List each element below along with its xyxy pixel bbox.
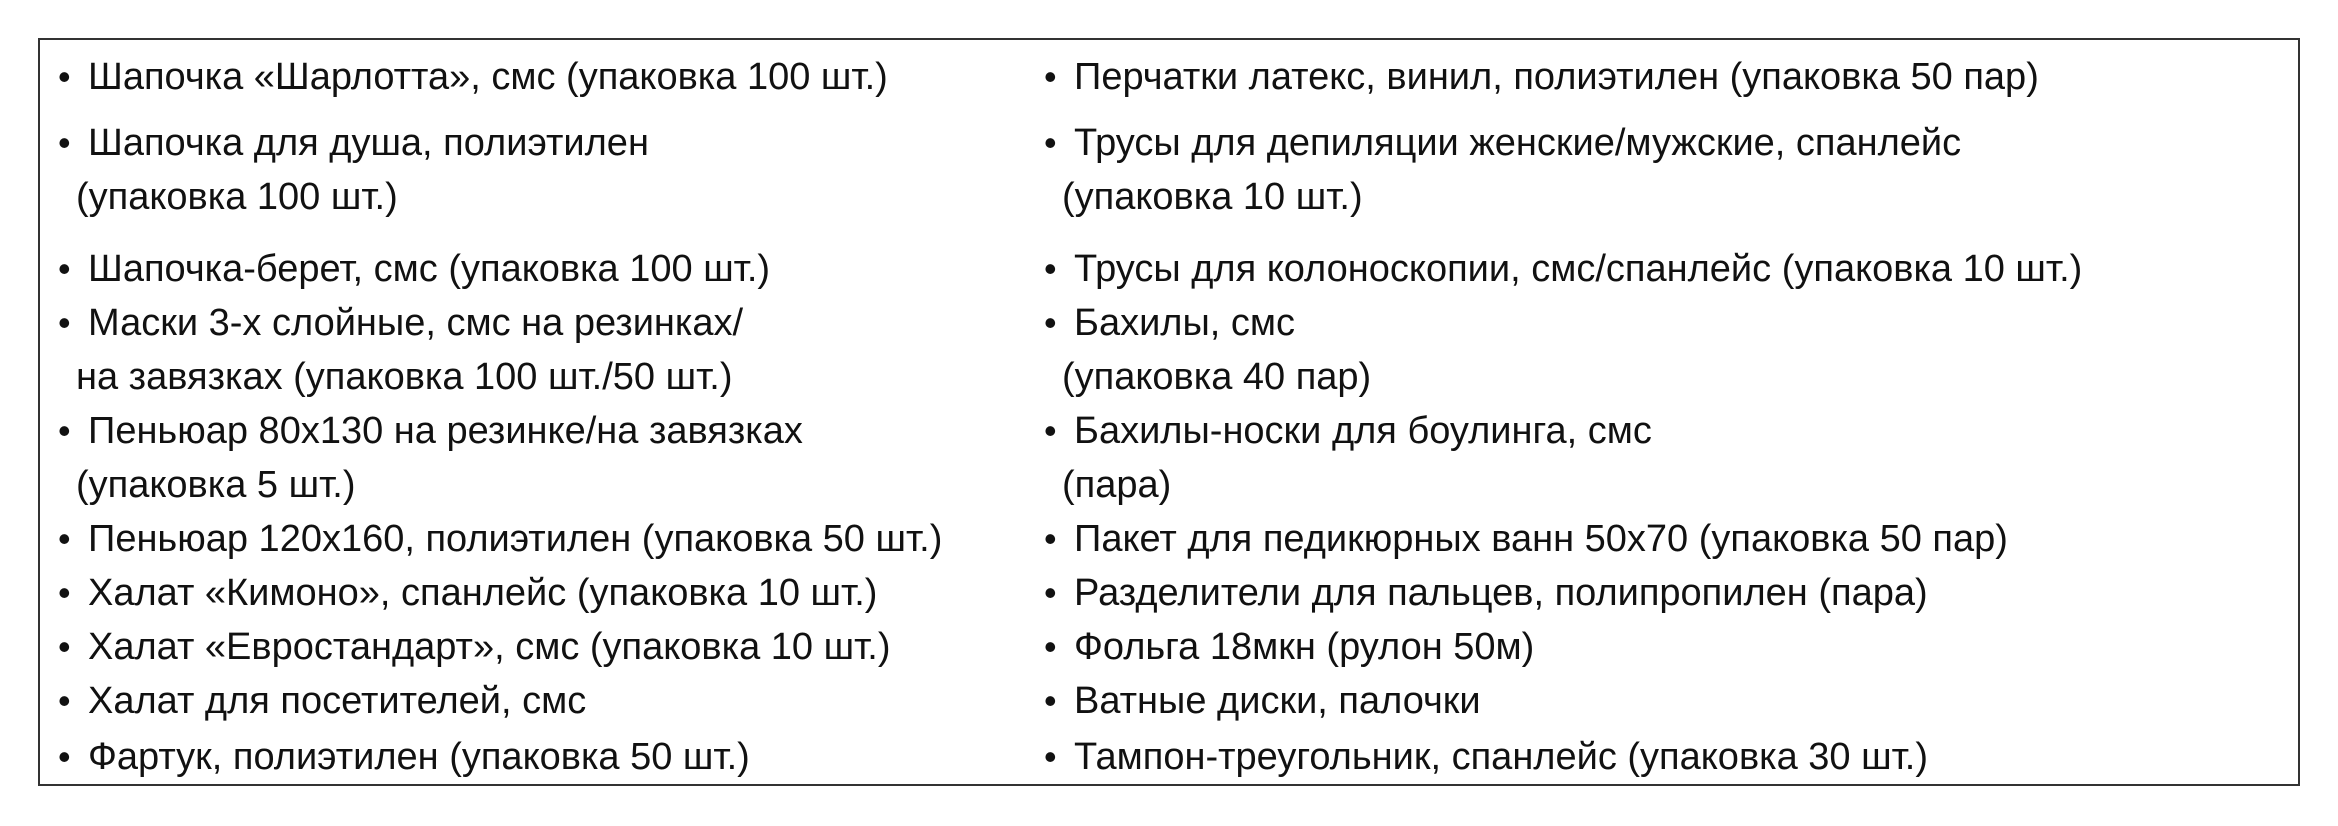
item-text-continued: (упаковка 5 шт.) — [76, 464, 356, 506]
bullet-icon: • — [58, 680, 71, 721]
bullet-icon: • — [58, 248, 71, 289]
bullet-icon: • — [1044, 736, 1057, 777]
item-text: Пеньюар 120х160, полиэтилен (упаковка 50 шт.) — [88, 518, 943, 560]
item-text: Перчатки латекс, винил, полиэтилен (упаковка 50 пар) — [1074, 56, 2039, 98]
item-text: Халат «Евростандарт», смс (упаковка 10 шт.) — [88, 626, 891, 668]
list-item — [1044, 116, 1961, 224]
item-text: Бахилы-носки для боулинга, смс — [1074, 410, 1652, 452]
item-text: Трусы для депиляции женские/мужские, спанлейс — [1074, 122, 1962, 164]
item-text: Трусы для колоноскопии, смс/спанлейс (упаковка 10 шт.) — [1074, 248, 2083, 290]
item-text-continued: (пара) — [1062, 464, 1172, 506]
right-column — [40, 40, 2298, 784]
bullet-icon: • — [1044, 122, 1057, 163]
bullet-icon: • — [58, 56, 71, 97]
bullet-icon: • — [58, 626, 71, 667]
list-item — [1044, 730, 1928, 784]
list-item — [1044, 566, 1928, 620]
item-text-continued: (упаковка 100 шт.) — [76, 176, 398, 218]
list-item — [1044, 404, 1652, 512]
list-item — [1044, 674, 1481, 728]
item-text: Бахилы, смс — [1074, 302, 1296, 344]
bullet-icon: • — [1044, 518, 1057, 559]
bullet-icon: • — [1044, 248, 1057, 289]
item-text: Фольга 18мкн (рулон 50м) — [1074, 626, 1535, 668]
item-text: Тампон-треугольник, спанлейс (упаковка 30 шт.) — [1074, 736, 1928, 778]
bullet-icon: • — [58, 736, 71, 777]
list-item — [1044, 50, 2039, 104]
item-text: Ватные диски, палочки — [1074, 680, 1481, 722]
item-text-continued: (упаковка 10 шт.) — [1062, 176, 1363, 218]
bullet-icon: • — [1044, 572, 1057, 613]
bullet-icon: • — [58, 122, 71, 163]
bullet-icon: • — [58, 302, 71, 343]
bullet-icon: • — [58, 410, 71, 451]
item-text: Пакет для педикюрных ванн 50х70 (упаковка 50 пар) — [1074, 518, 2008, 560]
bullet-icon: • — [58, 572, 71, 613]
item-text: Шапочка «Шарлотта», смс (упаковка 100 шт.) — [88, 56, 888, 98]
bullet-icon: • — [1044, 410, 1057, 451]
item-text-continued: на завязках (упаковка 100 шт./50 шт.) — [76, 356, 733, 398]
item-text: Шапочка-берет, смс (упаковка 100 шт.) — [88, 248, 771, 290]
item-text-continued: (упаковка 40 пар) — [1062, 356, 1372, 398]
list-item — [1044, 242, 2082, 296]
item-text: Пеньюар 80х130 на резинке/на завязках — [88, 410, 803, 452]
item-text: Маски 3-х слойные, смс на резинках/ — [88, 302, 744, 344]
item-text: Разделители для пальцев, полипропилен (пара) — [1074, 572, 1928, 614]
price-list-frame — [38, 38, 2300, 786]
bullet-icon: • — [1044, 626, 1057, 667]
item-text: Шапочка для душа, полиэтилен — [88, 122, 649, 164]
bullet-icon: • — [1044, 680, 1057, 721]
bullet-icon: • — [1044, 302, 1057, 343]
list-item — [1044, 620, 1534, 674]
list-item — [1044, 296, 1371, 404]
item-text: Халат «Кимоно», спанлейс (упаковка 10 шт.) — [88, 572, 878, 614]
item-text: Фартук, полиэтилен (упаковка 50 шт.) — [88, 736, 750, 778]
item-text: Халат для посетителей, смс — [88, 680, 587, 722]
bullet-icon: • — [58, 518, 71, 559]
bullet-icon: • — [1044, 56, 1057, 97]
list-item — [1044, 512, 2008, 566]
